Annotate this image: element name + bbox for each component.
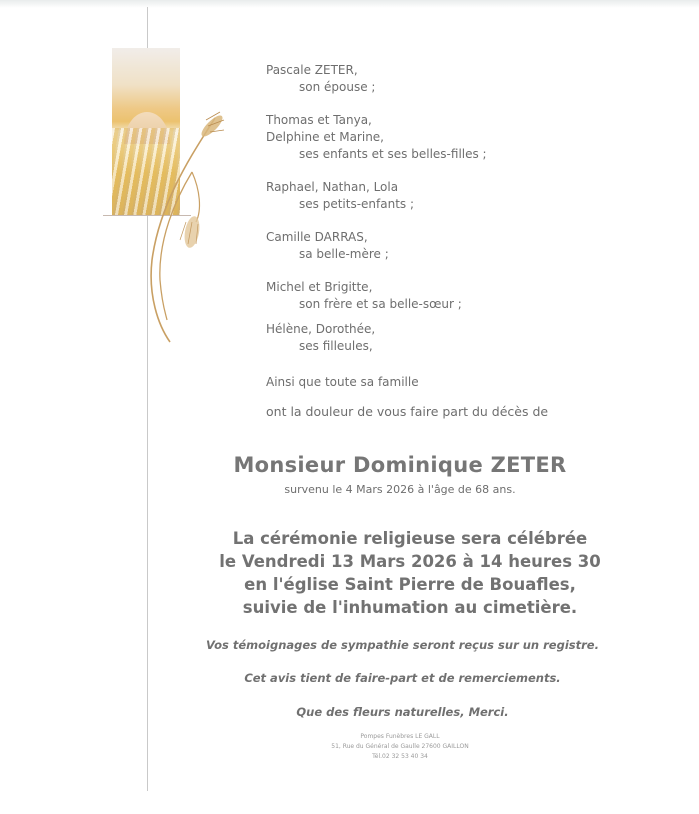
family-group-children [266,112,487,163]
ceremony-line: le Vendredi 13 Mars 2026 à 14 heures 30 [219,552,601,571]
family-relation: son frère et sa belle-sœur ; [299,297,462,311]
ceremony-line: suivie de l'inhumation au cimetière. [242,598,578,617]
family-relation: ses petits-enfants ; [299,197,415,211]
family-name: Camille DARRAS, [266,230,368,244]
family-group-spouse [266,62,487,96]
family-list [266,62,487,371]
footer-company: Pompes Funèbres LE GALL [360,733,440,740]
family-group-goddaughters [266,321,487,355]
footer-address: 51, Rue du Général de Gaulle 27600 GAILLON [331,743,469,750]
ceremony-line: en l'église Saint Pierre de Bouafles, [244,575,576,594]
note-thanks: Cet avis tient de faire-part et de remerciements. [244,671,561,685]
ceremony-info [0,527,699,619]
deceased-details: survenu le 4 Mars 2026 à l'âge de 68 ans. [284,483,516,496]
family-name: Michel et Brigitte, [266,280,373,294]
family-name: Thomas et Tanya, [266,113,372,127]
family-name: Hélène, Dorothée, [266,322,376,336]
family-name: Pascale ZETER, [266,63,358,77]
family-name: Raphael, Nathan, Lola [266,180,399,194]
note-sympathy-register: Vos témoignages de sympathie seront reçus sur un registre. [206,638,599,652]
extended-family-line: Ainsi que toute sa famille [266,375,419,389]
family-relation: son épouse ; [299,80,376,94]
family-name: Delphine et Marine, [266,130,384,144]
funeral-home-footer [0,732,699,762]
announcement-line: ont la douleur de vous faire part du décès de [266,404,549,419]
page-top-shadow [0,0,699,8]
footer-phone: Tél.02 32 53 40 34 [372,753,428,760]
family-group-mother-in-law [266,229,487,263]
family-group-grandchildren [266,179,487,213]
family-relation: sa belle-mère ; [299,247,389,261]
family-group-sibling [266,279,487,313]
ceremony-line: La cérémonie religieuse sera célébrée [232,529,588,548]
deceased-name: Monsieur Dominique ZETER [233,453,567,477]
family-relation: ses filleules, [299,339,373,353]
note-flowers: Que des fleurs naturelles, Merci. [296,705,509,719]
family-relation: ses enfants et ses belles-filles ; [299,147,487,161]
wheat-stalk-icon [140,110,230,350]
